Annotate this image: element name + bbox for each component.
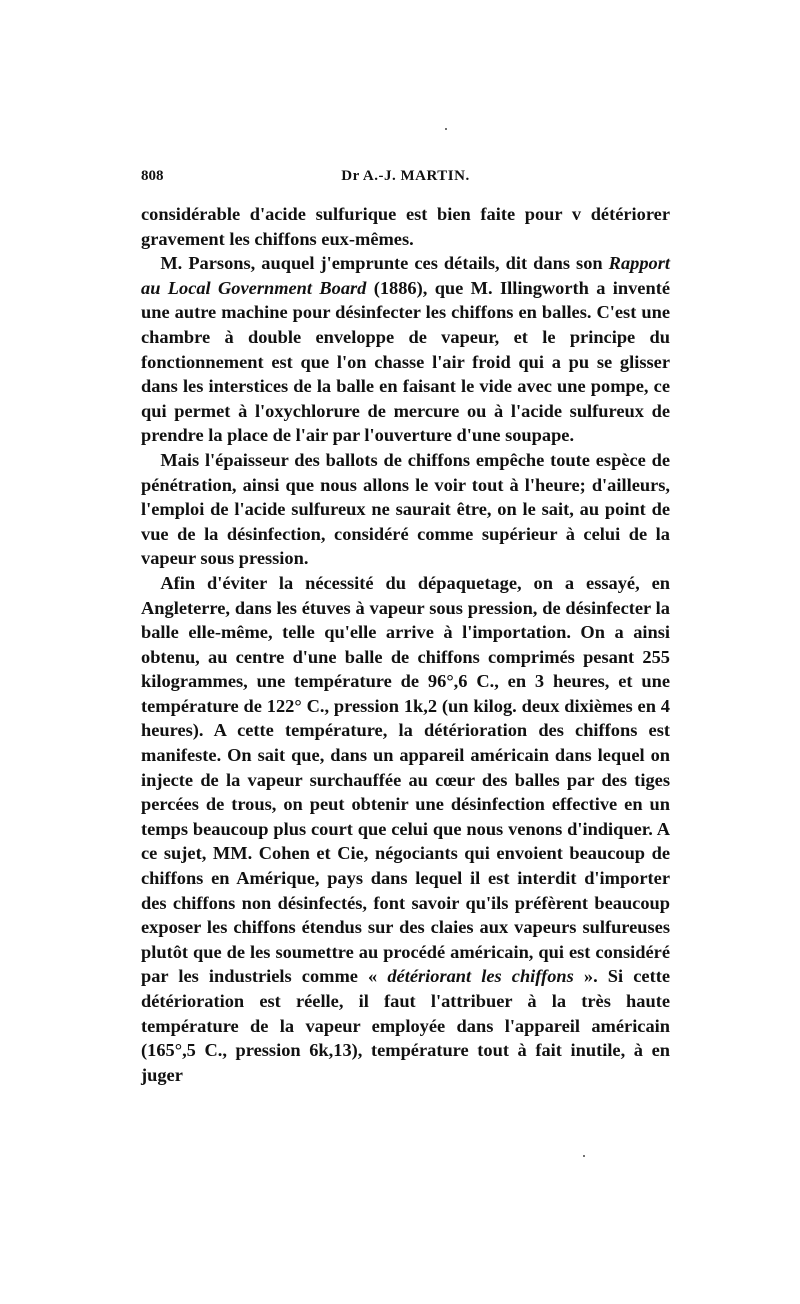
- paragraph: [141, 571, 670, 1087]
- quoted-phrase: détériorant les chiffons: [387, 966, 574, 987]
- paragraph-text: Mais l'épaisseur des ballots de chiffons empêche toute espèce de pénétration, ainsi que nous allons le voir tout à l'heure; d'ailleurs, l'emploi de l'acide sulfureux ne saurait être, on le sait, au point de vue de la désinfection, considéré comme supérieur à celui de la vapeur sous pression.: [141, 449, 670, 569]
- body-text: [141, 202, 670, 1087]
- page-header: [141, 168, 670, 190]
- paragraph-text: M. Parsons, auquel j'emprunte ces détails, dit dans son: [160, 253, 609, 274]
- paragraph-text: ». Si cette détérioration est réelle, il faut l'attribuer à la très haute température de la vapeur employée dans l'appareil américain (165°,5 C., pression 6k,13), température tout à fait inutile, à en juger: [141, 966, 670, 1085]
- paragraph: [141, 448, 670, 571]
- report-title: Rapport au Local Government Board: [141, 253, 670, 298]
- scan-speck: [583, 1155, 585, 1157]
- paragraph-text: (1886), que M. Illingworth a inventé une autre machine pour désinfecter les chiffons en balles. C'est une chambre à double enveloppe de vapeur, et le principe du fonctionnement est que l'on chasse l'air froid qui a pu se glisser dans les interstices de la balle en faisant le vide avec une pompe, ce qui permet à l'oxychlorure de mercure ou à l'acide sulfureux de prendre la place de l'air par l'ouverture d'une soupape.: [141, 277, 670, 446]
- paragraph: [141, 202, 670, 251]
- running-title: Dr A.-J. MARTIN.: [341, 168, 470, 184]
- paragraph-text: considérable d'acide sulfurique est bien faite pour v détériorer gravement les chiffons eux-mêmes.: [141, 204, 670, 249]
- page-number: 808: [141, 168, 164, 184]
- paragraph-text: Afin d'éviter la nécessité du dépaquetage, on a essayé, en Angleterre, dans les étuves à vapeur sous pression, de désinfecter la balle elle-même, telle qu'elle arrive à l'importation. On a ainsi obtenu, au centre d'une balle de chiffons comprimés pesant 255 kilogrammes, une température de 96°,6 C., en 3 heures, et une température de 122° C., pression 1k,2 (un kilog. deux dixièmes en 4 heures). A cette température, la détérioration des chiffons est manifeste. On sait que, dans un appareil américain dans lequel on injecte de la vapeur surchauffée au cœur des balles par des tiges percées de trous, on peut obtenir une désinfection effective en un temps beaucoup plus court que celui que nous venons d'indiquer. A ce sujet, MM. Cohen et Cie, négociants qui envoient beaucoup de chiffons en Amérique, pays dans lequel il est interdit d'importer des chiffons non désinfectés, font savoir qu'ils préfèrent beaucoup exposer les chiffons étendus sur des claies aux vapeurs sulfureuses plutôt que de les soumettre au procédé américain, qui est considéré par les industriels comme «: [141, 572, 670, 987]
- scan-speck: [445, 128, 447, 130]
- paragraph: [141, 251, 670, 448]
